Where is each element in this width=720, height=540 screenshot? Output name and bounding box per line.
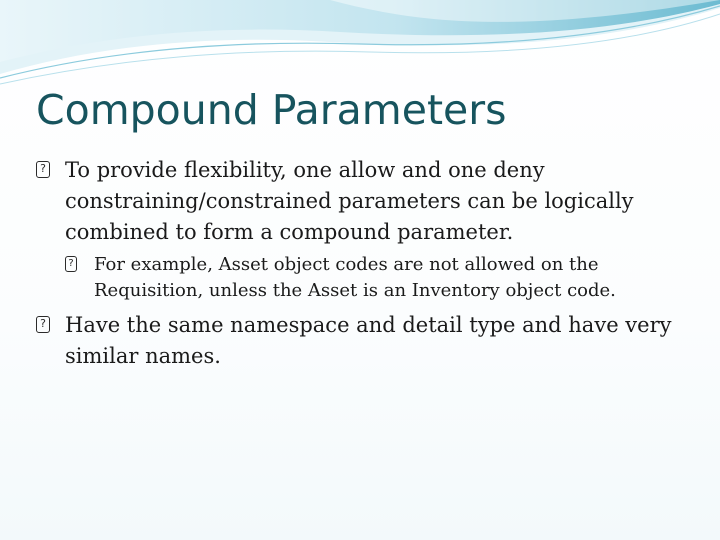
sub-bullet-item — [65, 252, 706, 304]
header-wave-decoration — [0, 0, 720, 90]
bullet-marker-icon: ? — [65, 256, 77, 272]
bullet-item — [36, 155, 706, 248]
bullet-list — [36, 155, 706, 376]
bullet-text: To provide flexibility, one allow and one deny constraining/constrained parameters can be logically combined to form a compound parameter. — [65, 158, 634, 244]
bullet-text: For example, Asset object codes are not allowed on the Requisition, unless the Asset is an Inventory object code. — [94, 254, 616, 301]
bullet-item — [36, 310, 706, 372]
bullet-text: Have the same namespace and detail type and have very similar names. — [65, 313, 672, 368]
bullet-marker-icon: ? — [36, 316, 50, 333]
slide-title: Compound Parameters — [36, 86, 507, 134]
bullet-marker-icon: ? — [36, 161, 50, 178]
